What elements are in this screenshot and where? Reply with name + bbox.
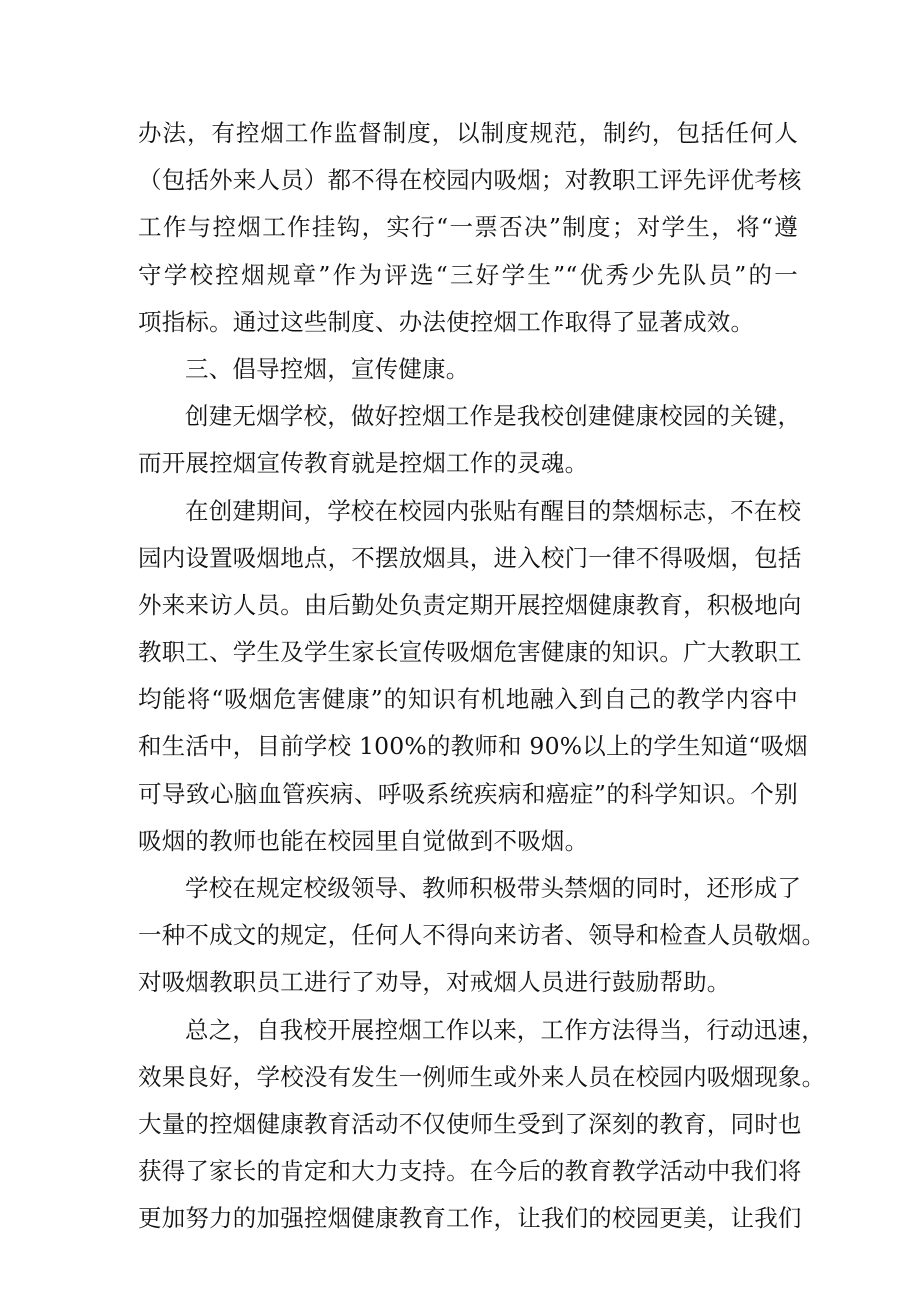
text-line: 在创建期间，学校在校园内张贴有醒目的禁烟标志，不在校 [185, 496, 802, 525]
text-line: 对吸烟教职员工进行了劝导，对戒烟人员进行鼓励帮助。 [138, 968, 731, 997]
text-line: 项指标。通过这些制度、办法使控烟工作取得了显著成效。 [138, 307, 755, 336]
text-line: 学校在规定校级领导、教师积极带头禁烟的同时，还形成了 [185, 874, 802, 902]
text-line: 总之，自我校开展控烟工作以来，工作方法得当，行动迅速， [185, 1015, 825, 1044]
text-line: （包括外来人员）都不得在校园内吸烟；对教职工评先评优考核 [138, 166, 802, 195]
text-line: 一种不成文的规定，任何人不得向来访者、领导和检查人员敬烟。 [138, 921, 826, 950]
text-line: 创建无烟学校，做好控烟工作是我校创建健康校园的关键， [185, 402, 802, 431]
text-line: 大量的控烟健康教育活动不仅使师生受到了深刻的教育，同时也 [138, 1109, 802, 1138]
text-line: 均能将“吸烟危害健康”的知识有机地融入到自己的教学内容中 [138, 685, 798, 714]
text-line: 园内设置吸烟地点，不摆放烟具，进入校门一律不得吸烟，包括 [138, 543, 802, 572]
text-line: 守学校控烟规章”作为评选“三好学生”“优秀少先队员”的一 [138, 260, 798, 289]
text-line: 教职工、学生及学生家长宣传吸烟危害健康的知识。广大教职工 [138, 638, 802, 667]
text-line: 更加努力的加强控烟健康教育工作，让我们的校园更美，让我们 [138, 1204, 802, 1233]
text-line: 可导致心脑血管疾病、呼吸系统疾病和癌症”的科学知识。个别 [138, 779, 798, 808]
document-body [138, 110, 826, 1243]
text-line: 外来来访人员。由后勤处负责定期开展控烟健康教育，积极地向 [138, 590, 802, 619]
text-line: 效果良好，学校没有发生一例师生或外来人员在校园内吸烟现象。 [138, 1062, 826, 1091]
text-line: 吸烟的教师也能在校园里自觉做到不吸烟。 [138, 826, 589, 855]
text-line: 和生活中，目前学校 100%的教师和 90%以上的学生知道“吸烟 [138, 732, 808, 761]
text-line: 办法，有控烟工作监督制度，以制度规范，制约，包括任何人 [138, 119, 798, 147]
text-line: 获得了家长的肯定和大力支持。在今后的教育教学活动中我们将 [138, 1157, 802, 1186]
text-line: 而开展控烟宣传教育就是控烟工作的灵魂。 [138, 449, 589, 478]
text-line: 工作与控烟工作挂钩，实行“一票否决”制度；对学生，将“遵 [138, 213, 798, 242]
section-heading: 三、倡导控烟，宣传健康。 [185, 354, 470, 383]
